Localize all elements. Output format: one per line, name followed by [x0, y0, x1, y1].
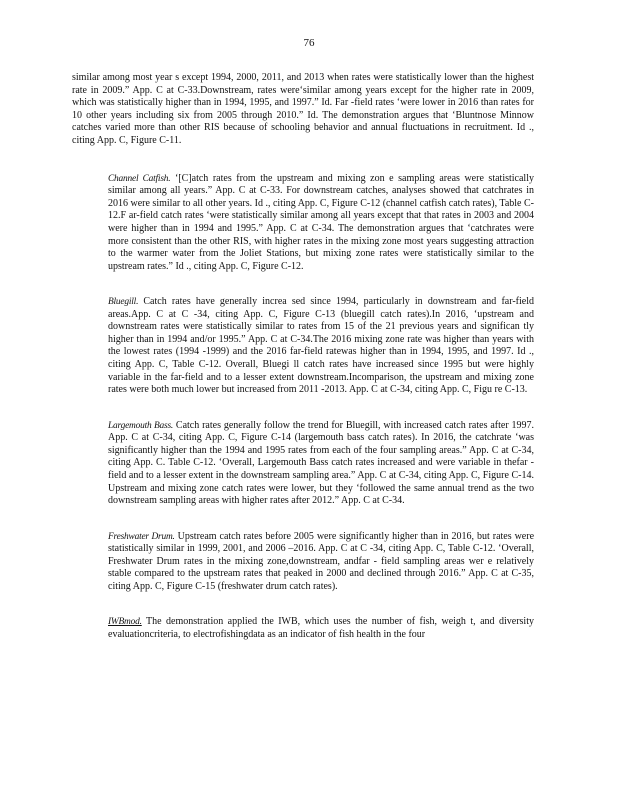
- paragraph-text: Catch rates have generally increa sed since 1994, particularly in downstream and far-field areas.App. C at C -34, citing App. C, Figure C-13 (bluegill catch rates).In 2016, ‘upstream and downstream rates were statistically similar to rates from 15 of the 21 previous years and significan tly higher than in 1994 and/or 1995.” App. C at C-34.The 2016 mixing zone rate was higher than years with the lowest rates (1994 -1999) and the 2016 far-field ratewas higher than in 1994, 1995, and 1997. Id ., citing App. C, Table C-12. Overall, Bluegi ll catch rates have increased since 1995 but were highly variable in the far-field and to a lesser extent downstream.Incomparison, the upstream and mixing zone rates were both much lower but increased from 2011 -2013. App. C at C-34, citing App. C, Figu re C-13.: [108, 296, 534, 396]
- paragraph-iwbmod: [72, 616, 534, 641]
- paragraph-bluegill: [72, 296, 534, 397]
- paragraph-bluntnose-minnow-continued: [72, 72, 534, 148]
- paragraph-text: ‘[C]atch rates from the upstream and mixing zon e sampling areas were statistically similar among all years.” App. C at C-33. For downstream catches, analyses showed that catchrates in 2016 were similar to all other years. Id ., citing App. C, Figure C-12 (channel catfish catch rates), Table C-12.F ar-field catch rates ‘were statistically similar among all years except that that rates in 2003 and 2004 were higher than in 1994 and 1995.” App. C at C-34. The demonstration argues that ‘catchrates were more consistent than the other RIS, with higher rates in the mixing zone most years suggesting attraction to the warmer water from the Joliet Stations, but mixing zone rates were statistically similar to the upstream rates.” Id ., citing App. C, Figure C-12.: [108, 172, 534, 272]
- body-text: [72, 72, 534, 664]
- paragraph-heading: Largemouth Bass.: [108, 420, 174, 431]
- paragraph-largemouth-bass: [72, 420, 534, 508]
- paragraph-text: Catch rates generally follow the trend for Bluegill, with increased catch rates after 1997. App. C at C-34, citing App. C, Figure C-14 (largemouth bass catch rates). In 2016, the catchrate ‘was significantly higher than the 1994 and 1995 rates from each of the four sampling areas.” App. C at C-34, citing App. C. Table C-12. ‘Overall, Largemouth Bass catch rates increased and were variable in thefar - field and to a lesser extent in the downstream sampling area.” App. C at C-34, citing App. C, Figure C-14. Upstream and mixing zone catch rates were lower, but they ‘followed the same annual trend as the two downstream sampling areas with higher rates after 2012.” App. C at C-34.: [108, 419, 535, 507]
- paragraph-text: similar among most year s except 1994, 2000, 2011, and 2013 when rates were statistically lower than the highest rate in 2009.” App. C at C-33.Downstream, rates were‘similar among years except for the higher rate in 2009, which was statistically higher than in 1994, 1995, and 1997.” Id. Far -field rates ‘were lower in 2016 than rates for 10 other years including six from 2005 through 2010.” Id. The demonstration argues that ‘Bluntnose Minnow catches varied more than other RIS because of schooling behavior and annual fluctuations in recruitment. Id ., citing App. C, Figure C-11.: [72, 72, 534, 146]
- paragraph-heading: IWBmod.: [108, 617, 142, 628]
- paragraph-heading: Freshwater Drum.: [108, 531, 175, 542]
- paragraph-channel-catfish: [72, 173, 534, 274]
- paragraph-text: Upstream catch rates before 2005 were significantly higher than in 2016, but rates were statistically similar in 1999, 2001, and 2006 –2016. App. C at C -34, citing App. C, Table C-12. ‘Overall, Freshwater Drum rates in the mixing zone,downstream, andfar - field sampling areas wer e relatively stable compared to the upstream rates that peaked in 2000 and declined through 2016.” App. C at C-35, citing App. C, Figure C-15 (freshwater drum catch rates).: [108, 530, 535, 592]
- paragraph-heading: Bluegill.: [108, 297, 139, 308]
- paragraph-freshwater-drum: [72, 531, 534, 594]
- paragraph-heading: Channel Catfish.: [108, 173, 171, 184]
- paragraph-text: The demonstration applied the IWB, which uses the number of fish, weigh t, and diversity evaluationcriteria, to electrofishingdata as an indicator of fish health in the four: [108, 616, 534, 640]
- page-number: 76: [303, 37, 315, 49]
